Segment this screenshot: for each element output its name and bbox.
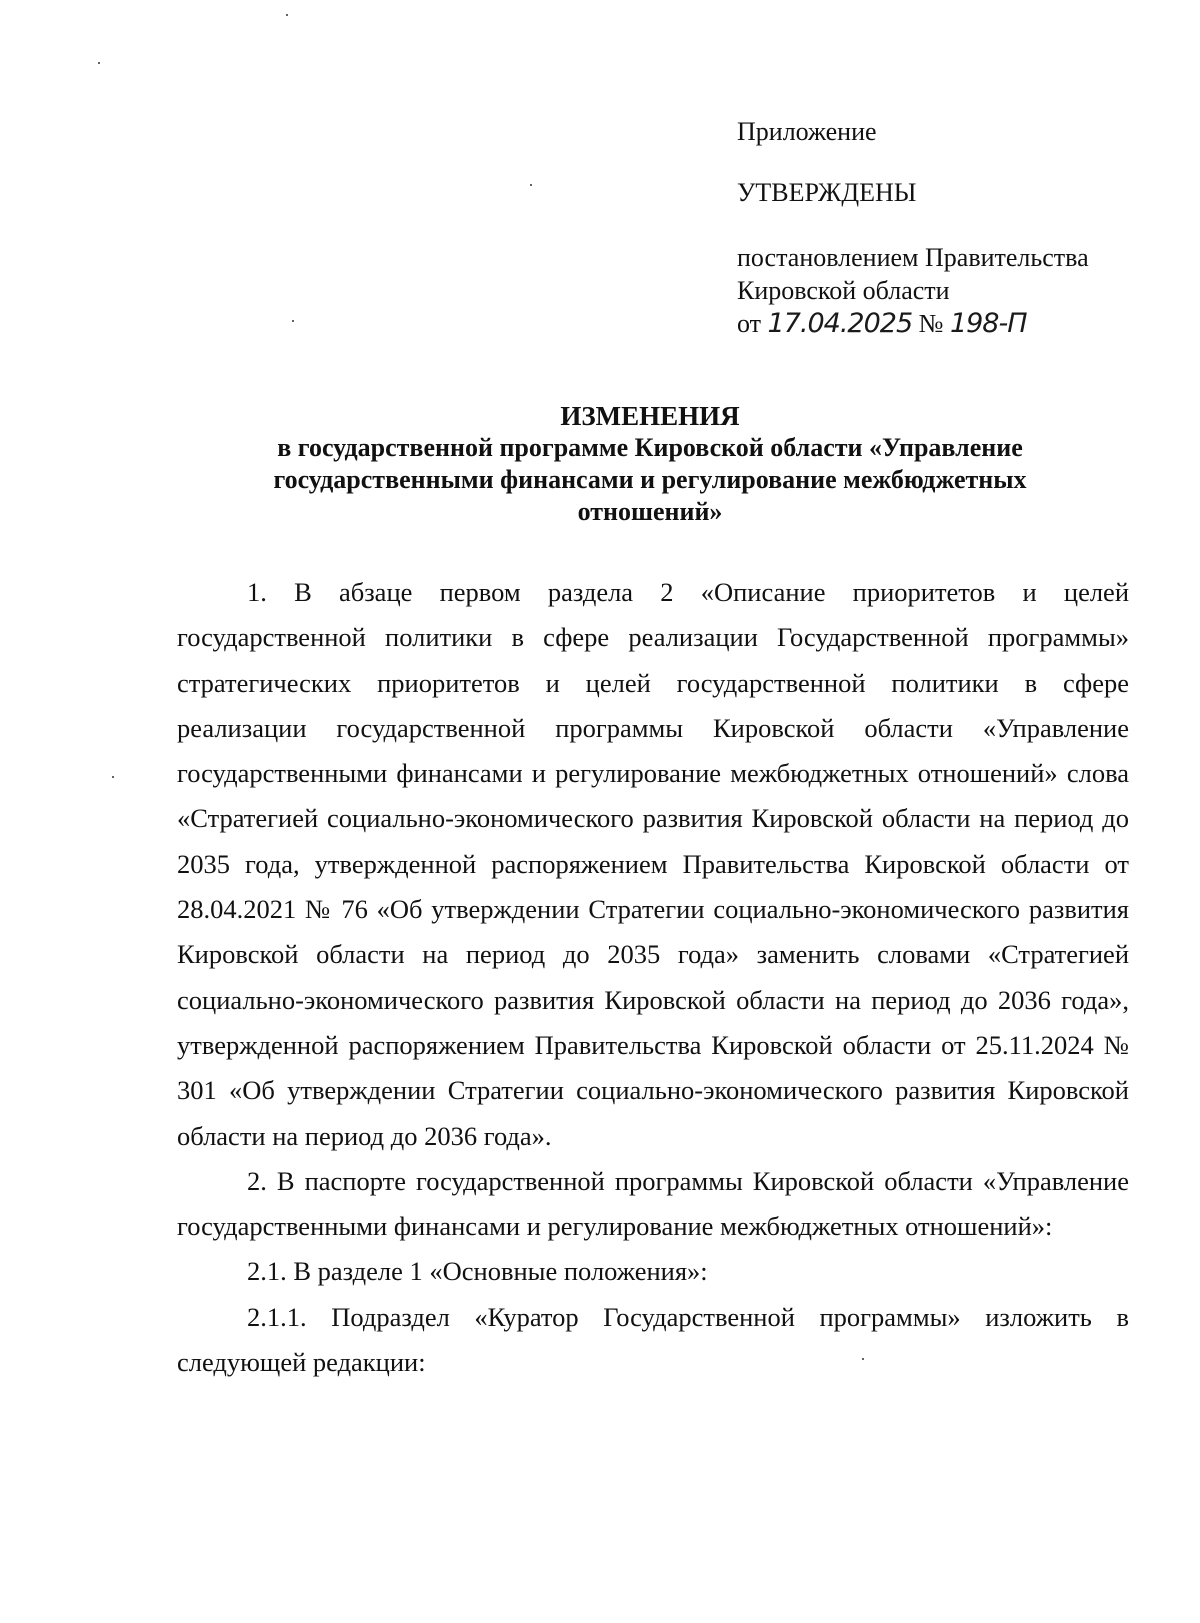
paragraph-2-1-1: 2.1.1. Подраздел «Куратор Государственной программы» изложить в следующей редакции: bbox=[177, 1301, 1129, 1378]
approved-stamp-label bbox=[737, 176, 916, 209]
title-line-2: государственными финансами и регулирование межбюджетных bbox=[273, 465, 1027, 494]
paragraph-2: 2. В паспорте государственной программы Кировской области «Управление государственными финансами и регулирование межбюджетных отношений»: bbox=[177, 1165, 1129, 1242]
decree-date-number bbox=[737, 307, 1089, 340]
decree-reference bbox=[737, 241, 1089, 340]
decree-line-1: постановлением Правительства bbox=[737, 243, 1089, 272]
number-sign: № bbox=[918, 309, 944, 338]
title-line-3: отношений» bbox=[577, 497, 723, 526]
scan-speck bbox=[292, 320, 294, 322]
paragraph-1: 1. В абзаце первом раздела 2 «Описание приоритетов и целей государственной политики в сфере реализации Государственной программы» стратегических приоритетов и целей государственной политики в сфере реализации государственной программы Кировской области «Управление государственными финансами и регулирование межбюджетных отношений» слова «Стратегией социально-экономического развития Кировской области на период до 2035 года, утвержденной распоряжением Правительства Кировской области от 28.04.2021 № 76 «Об утверждении Стратегии социально-экономического развития Кировской области на период до 2035 года» заменить словами «Стратегией социально-экономического развития Кировской области на период до 2036 года», утвержденной распоряжением Правительства Кировской области от 25.11.2024 № 301 «Об утверждении Стратегии социально-экономического развития Кировской области на период до 2036 года». bbox=[177, 577, 1129, 1151]
scan-speck bbox=[112, 776, 114, 778]
scan-speck bbox=[98, 62, 100, 64]
from-prefix: от bbox=[737, 309, 762, 338]
document-title bbox=[170, 400, 1130, 528]
scan-speck bbox=[286, 14, 288, 16]
document-body bbox=[177, 570, 1129, 1385]
handwritten-number: 198-П bbox=[949, 308, 1027, 339]
handwritten-date: 17.04.2025 bbox=[767, 308, 913, 339]
appendix-text: Приложение bbox=[737, 117, 877, 146]
title-line-1: в государственной программе Кировской области «Управление bbox=[277, 433, 1023, 462]
decree-line-2: Кировской области bbox=[737, 276, 950, 305]
approved-text: УТВЕРЖДЕНЫ bbox=[737, 178, 917, 207]
title-main: ИЗМЕНЕНИЯ bbox=[560, 401, 740, 431]
scan-speck bbox=[530, 184, 532, 186]
appendix-label bbox=[737, 115, 877, 148]
paragraph-2-1: 2.1. В разделе 1 «Основные положения»: bbox=[247, 1256, 708, 1287]
